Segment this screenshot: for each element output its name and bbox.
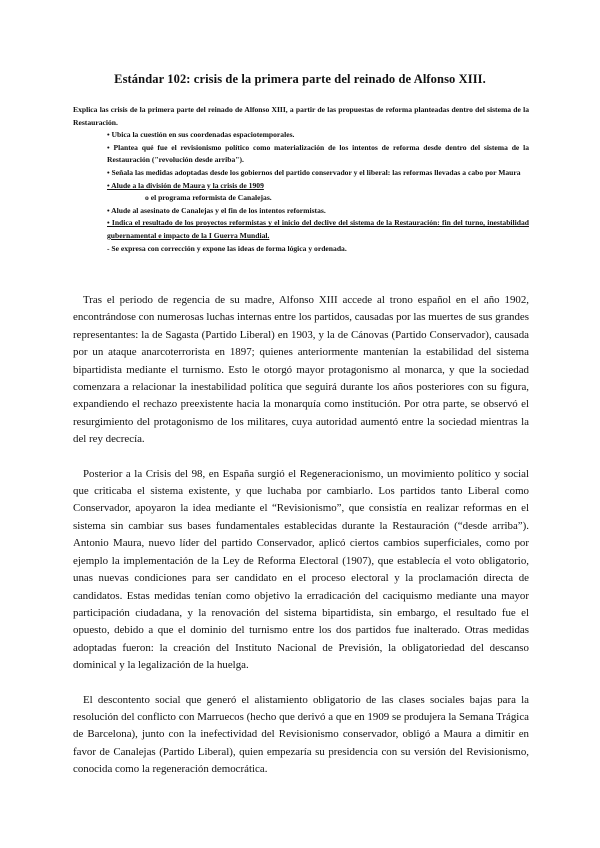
criteria-item: • Indica el resultado de los proyectos reformistas y el inicio del declive del sistema de la Restauración: fin del turno, inestabilidad gubernamental e impacto de la I Guerra Mundial.: [107, 218, 529, 240]
essay-paragraph: Posterior a la Crisis del 98, en España surgió el Regeneracionismo, un movimiento político y social que criticaba el sistema existente, y que luchaba por cambiarlo. Los partidos tanto Liberal como Conservador, apoyaron la idea mediante el “Revisionismo”, que consistía en realizar reformas en el sistema sin cambiar sus bases fundamentales establecidas durante la Restauración (“desde arriba”). Antonio Maura, nuevo líder del partido Conservador, aplicó ciertos cambios superficiales, como por ejemplo la implementación de la Ley de Reforma Electoral (1907), que establecía el voto obligatorio, unas nuevas condiciones para ser candidato en el proceso electoral y la proclamación directa de candidatos. Estas medidas tenían como objetivo la erradicación del caciquismo mediante una mayor participación ciudadana, y la renovación del sistema bipartidista, sin embargo, el resultado fue el opuesto, debido a que el dominio del turnismo entre los dos partidos fue inalterado. Otras medidas adoptadas fueron: la creación del Instituto Nacional de Previsión, la obligatoriedad del descanso dominical y la legalización de la huelga.: [73, 467, 529, 672]
criteria-item: - Se expresa con corrección y expone las ideas de forma lógica y ordenada.: [107, 243, 347, 253]
document-title: Estándar 102: crisis de la primera parte del reinado de Alfonso XIII.: [114, 72, 486, 86]
criteria-item: o el programa reformista de Canalejas.: [145, 193, 272, 203]
essay-paragraph: El descontento social que generó el alistamiento obligatorio de las clases sociales bajas para la resolución del conflicto con Marruecos (hecho que derivó a que en 1909 se produjera la Semana Trágica de Barcelona), junto con la inefectividad del Revisionismo conservador, obligó a Maura a dimitir en favor de Canalejas (Partido Liberal), quien empezaría su presidencia con su versión del Revisionismo, conocida como la regeneración democrática.: [73, 693, 529, 776]
criteria-item: • Señala las medidas adoptadas desde los gobiernos del partido conservador y el liberal: las reformas llevadas a cabo por Maura: [107, 167, 521, 177]
assessment-criteria: [73, 104, 529, 255]
essay-paragraph: Tras el periodo de regencia de su madre, Alfonso XIII accede al trono español en el año 1902, encontrándose con numerosas luchas internas entre los partidos, causadas por las muertes de sus grandes representantes: la de Sagasta (Partido Liberal) en 1903, y la de Cánovas (Partido Conservador), causada por un ataque anarcoterrorista en 1897; quienes anteriormente mantenían la estabilidad del sistema bipartidista mediante el turnismo. Esto le otorgó mayor protagonismo al monarca, y que la sociedad comenzara a relacionar la inestabilidad política que seguirá durante los años posteriores con su figura, expandiendo el rechazo preexistente hacia la monarquía como institución. Por otra parte, se observó el resurgimiento del protagonismo de los militares, cuya autoridad aumentó entre la sociedad mientras la del rey decrecía.: [73, 294, 529, 446]
criteria-item: • Alude al asesinato de Canalejas y el fin de los intentos reformistas.: [107, 205, 326, 215]
criteria-item: • Alude a la división de Maura y la crisis de 1909: [107, 180, 264, 190]
essay-body: [73, 292, 529, 796]
criteria-item: • Ubica la cuestión en sus coordenadas espaciotemporales.: [107, 130, 295, 140]
criteria-item: • Plantea qué fue el revisionismo político como materialización de los intentos de reforma desde dentro del sistema de la Restauración ("revolución desde arriba").: [107, 142, 529, 165]
criteria-intro: Explica las crisis de la primera parte del reinado de Alfonso XIII, a partir de las propuestas de reforma planteadas dentro del sistema de la Restauración.: [73, 105, 529, 127]
